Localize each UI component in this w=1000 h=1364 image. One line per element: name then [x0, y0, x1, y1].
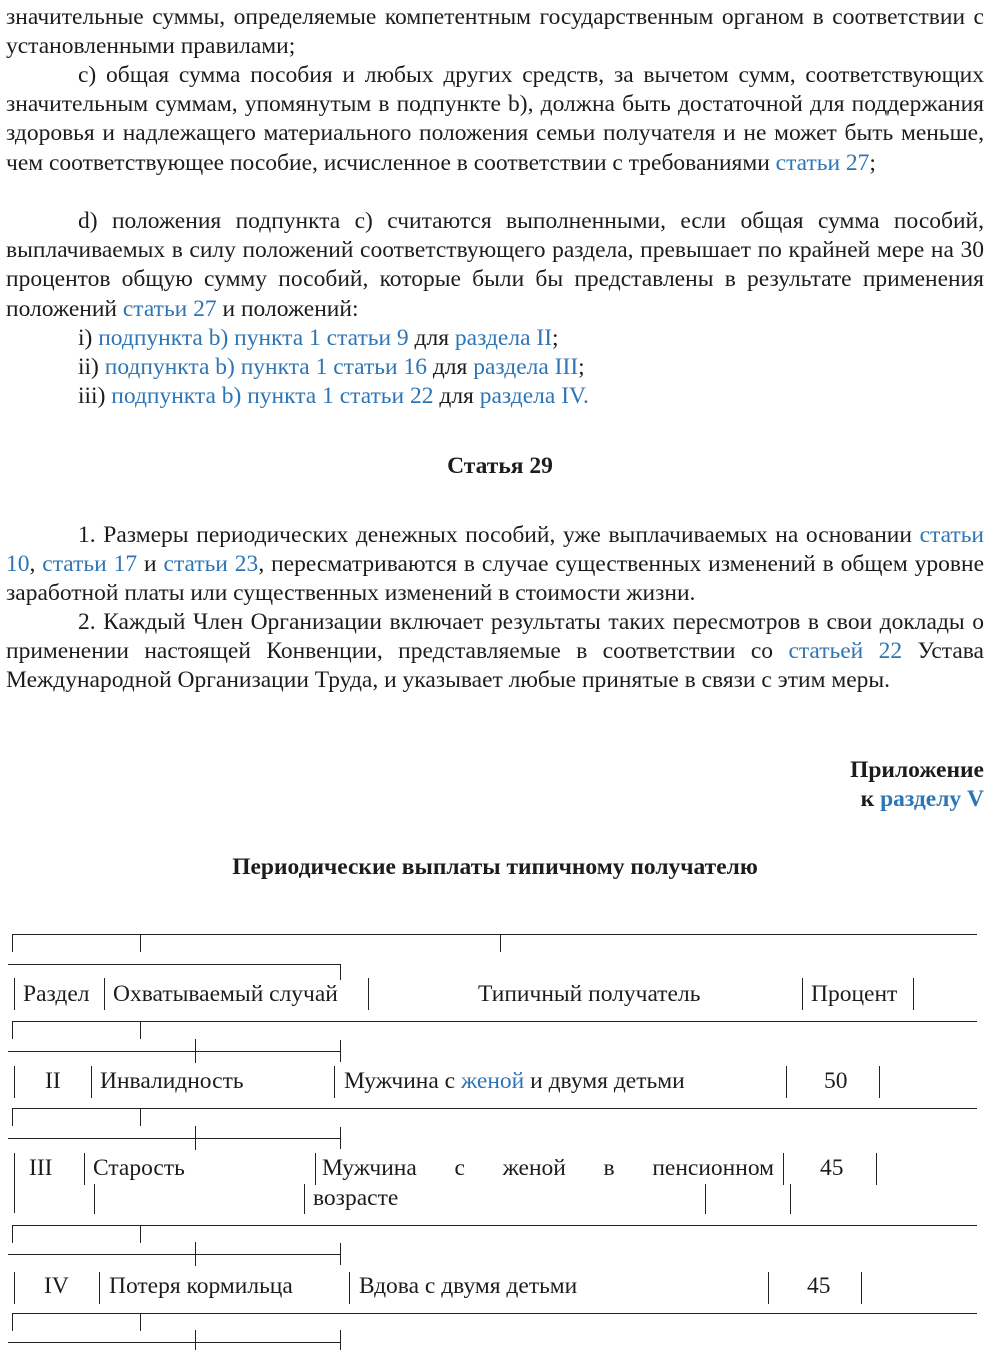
- header-case: Охватываемый случай: [113, 981, 338, 1007]
- list-marker: ii): [78, 354, 105, 380]
- table-cell-recipient: Вдова с двумя детьми: [359, 1273, 578, 1299]
- table-cell-recipient: [344, 1067, 685, 1096]
- link-subparagraph-article-22[interactable]: подпункта b) пункта 1 статьи 22: [111, 383, 434, 409]
- punctuation: ;: [578, 354, 585, 380]
- annex-prefix: к: [860, 786, 881, 812]
- link-section-v[interactable]: разделу V: [880, 786, 984, 812]
- link-subparagraph-article-16[interactable]: подпункта b) пункта 1 статьи 16: [104, 354, 427, 380]
- link-constitution-article-22[interactable]: статьей 22: [788, 638, 903, 665]
- list-text: для: [408, 325, 455, 351]
- header-recipient: Типичный получатель: [478, 981, 701, 1007]
- table-rule: [500, 934, 501, 952]
- table-cell-percent: 45: [807, 1273, 831, 1299]
- table-rule: [340, 964, 341, 980]
- table-rule: [195, 1242, 196, 1266]
- punctuation: ,: [29, 551, 43, 578]
- table-rule: [140, 1021, 141, 1039]
- table-rule: [8, 1254, 340, 1255]
- table-rule: [195, 1126, 196, 1150]
- table-rule: [12, 1313, 977, 1314]
- table-rule: [876, 1153, 877, 1185]
- table-rule: [12, 1313, 13, 1331]
- table-rule: [140, 1108, 141, 1126]
- article-29-paragraph-1: [6, 521, 984, 609]
- table-rule: [340, 1040, 341, 1062]
- table-rule: [340, 1243, 341, 1265]
- table-rule: [340, 1330, 341, 1350]
- paragraph-d: [6, 207, 984, 324]
- table-rule: [368, 978, 369, 1010]
- cell-text: Мужчина с: [344, 1068, 461, 1094]
- table-rule: [195, 1330, 196, 1350]
- header-section: Раздел: [23, 981, 90, 1007]
- annex-heading: [850, 756, 984, 814]
- paragraph-text: Устава Международной Организации Труда, и указывает любые принятые в связи с этим меры.: [6, 638, 984, 694]
- link-wife[interactable]: женой: [460, 1068, 525, 1094]
- paragraph-text: 2. Каждый Член Организации включает результаты таких пересмотров в свои доклады о применении настоящей Конвенции, представляемые в соответствии со: [6, 609, 984, 665]
- article-heading: Статья 29: [447, 453, 553, 479]
- table-rule: [14, 1272, 15, 1304]
- table-cell-percent: 50: [824, 1068, 848, 1094]
- table-rule: [195, 1039, 196, 1063]
- table-cell-recipient-line2: возрасте: [313, 1185, 399, 1211]
- table-rule: [94, 1184, 95, 1214]
- list-item-i: [78, 324, 559, 353]
- table-rule: [104, 978, 105, 1010]
- table-rule: [14, 1066, 15, 1098]
- table-cell-percent: 45: [820, 1155, 844, 1181]
- list-marker: iii): [78, 383, 112, 409]
- paragraph-text: c) общая сумма пособия и любых других средств, за вычетом сумм, соответствующих значительным суммам, упомянутым в подпункте b), должна быть достаточной для поддержания здоровья и надлежащего материального положения семьи получателя и не может быть меньше, чем соответствующее пособие, исчисленное в соответствии с требованиями: [6, 62, 984, 176]
- link-article-17[interactable]: статьи 17: [42, 551, 138, 578]
- table-rule: [12, 1108, 977, 1109]
- link-article-23[interactable]: статьи 23: [163, 551, 259, 578]
- table-rule: [790, 1184, 791, 1214]
- list-item-ii: [78, 353, 585, 382]
- table-rule: [705, 1184, 706, 1214]
- annex-title: Приложение: [850, 757, 984, 783]
- table-rule: [12, 1021, 977, 1022]
- paragraph-c: [6, 61, 984, 178]
- table-rule: [861, 1272, 862, 1304]
- table-rule: [14, 978, 15, 1010]
- table-cell-case: Старость: [93, 1155, 185, 1181]
- table-title: Периодические выплаты типичному получателю: [232, 854, 758, 880]
- link-section-iii[interactable]: раздела III: [473, 354, 579, 380]
- table-rule: [12, 1108, 13, 1126]
- cell-text: и двумя детьми: [524, 1068, 685, 1094]
- table-rule: [802, 978, 803, 1010]
- table-rule: [12, 1225, 977, 1226]
- paragraph-text: , пересматриваются в случае существенных изменений в общем уровне заработной платы или существенных изменений в стоимости жизни.: [6, 551, 984, 607]
- link-section-iv[interactable]: раздела IV.: [479, 383, 589, 409]
- conjunction: и: [137, 551, 164, 578]
- table-rule: [8, 1051, 340, 1052]
- table-rule: [12, 934, 13, 952]
- list-item-iii: [78, 382, 589, 411]
- table-cell-recipient-line1: Мужчина с женой в пенсионном: [322, 1155, 774, 1181]
- table-rule: [12, 934, 977, 935]
- list-text: для: [433, 383, 480, 409]
- table-rule: [140, 1225, 141, 1243]
- table-rule: [12, 1225, 13, 1243]
- table-rule: [783, 1153, 784, 1185]
- table-rule: [786, 1066, 787, 1098]
- list-marker: i): [78, 325, 99, 351]
- link-article-10[interactable]: статьи 10: [6, 522, 984, 578]
- punctuation: ;: [869, 149, 876, 176]
- table-rule: [8, 1342, 340, 1343]
- table-rule: [8, 1138, 340, 1139]
- article-29-paragraph-2: [6, 608, 984, 696]
- table-cell-case: Потеря кормильца: [109, 1273, 293, 1299]
- paragraph-text: значительные суммы, определяемые компетентным государственным органом в соответствии с установленными правилами;: [6, 4, 984, 60]
- table-cell-section: IV: [44, 1273, 69, 1299]
- link-article-27[interactable]: статьи 27: [122, 295, 217, 322]
- list-text: для: [426, 354, 474, 380]
- paragraph-text: d) положения подпункта c) считаются выполненными, если общая сумма пособий, выплачиваемых в силу положений соответствующего раздела, превышает по крайней мере на 30 процентов общую сумму пособий, которые были бы представлены в результате применения положений: [6, 208, 984, 322]
- table-rule: [879, 1066, 880, 1098]
- table-cell-case: Инвалидность: [100, 1068, 244, 1094]
- header-percent: Процент: [811, 981, 898, 1007]
- paragraph-b-continuation: [6, 3, 984, 61]
- table-rule: [14, 1153, 15, 1213]
- table-rule: [304, 1184, 305, 1214]
- paragraph-text: 1. Размеры периодических денежных пособий, уже выплачиваемых на основании: [78, 522, 920, 548]
- table-cell-section: III: [29, 1155, 53, 1181]
- table-rule: [140, 934, 141, 952]
- link-subparagraph-article-9[interactable]: подпункта b) пункта 1 статьи 9: [98, 325, 409, 351]
- table-rule: [99, 1272, 100, 1304]
- table-rule: [315, 1153, 316, 1185]
- link-article-27[interactable]: статьи 27: [775, 149, 870, 176]
- table-rule: [8, 964, 340, 965]
- table-rule: [91, 1066, 92, 1098]
- punctuation: ;: [552, 325, 559, 351]
- table-rule: [334, 1066, 335, 1098]
- table-rule: [84, 1153, 85, 1185]
- table-rule: [768, 1272, 769, 1304]
- paragraph-text: и положений:: [216, 295, 359, 322]
- table-cell-section: II: [45, 1068, 61, 1094]
- table-rule: [349, 1272, 350, 1304]
- table-rule: [140, 1313, 141, 1331]
- table-rule: [913, 978, 914, 1010]
- table-rule: [340, 1127, 341, 1149]
- link-section-ii[interactable]: раздела II: [454, 325, 553, 351]
- table-rule: [12, 1021, 13, 1039]
